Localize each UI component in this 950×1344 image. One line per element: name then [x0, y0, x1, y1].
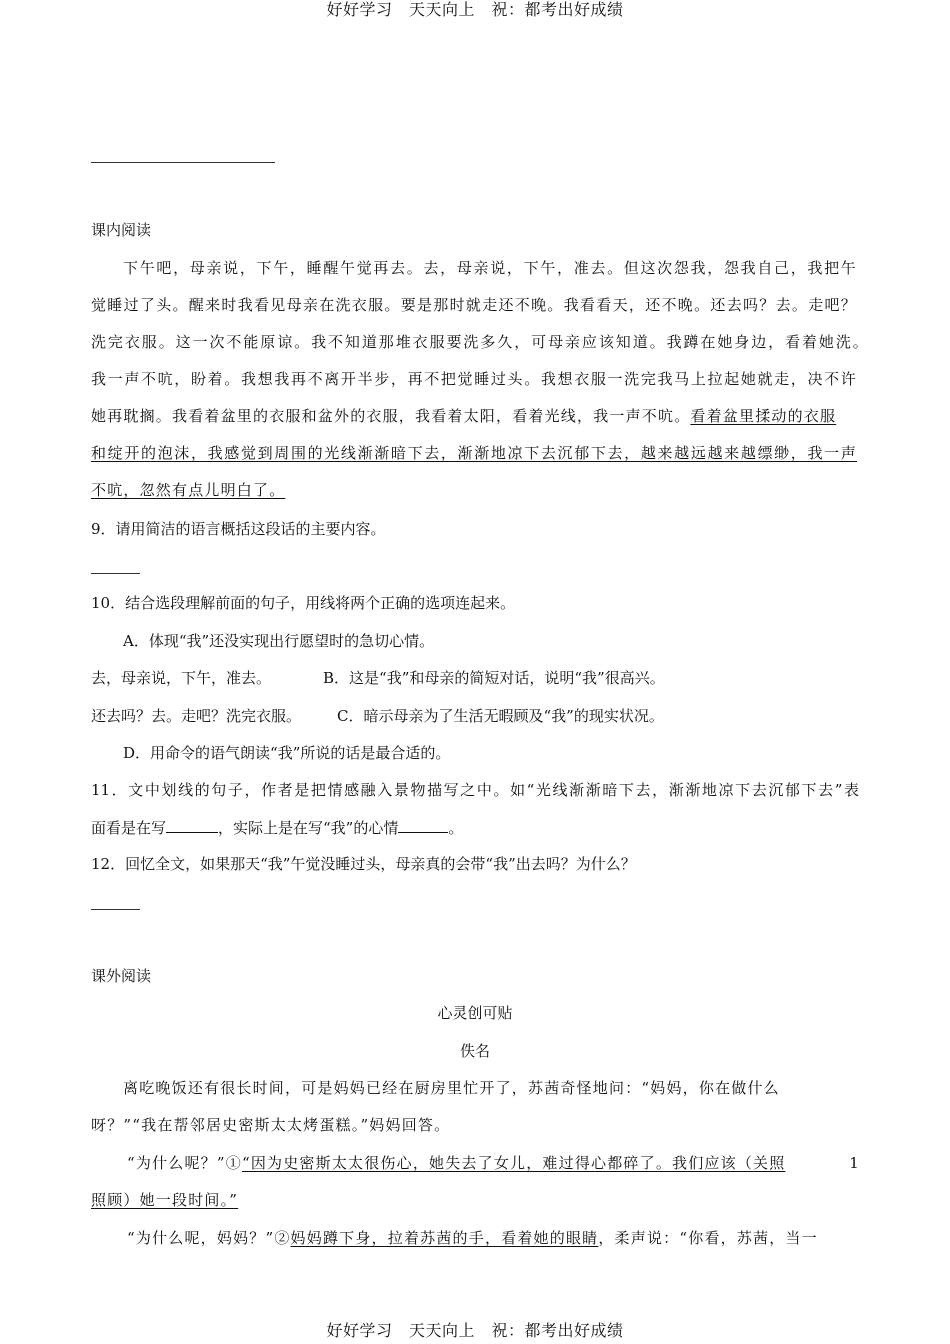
option-c: C．暗示母亲为了生活无暇顾及“我”的现实状况。: [337, 707, 664, 725]
underlined-sentence: 妈妈蹲下身，拉着苏茜的手，看着她的眼睛: [290, 1229, 599, 1247]
q11-text: 面看是在写: [91, 819, 167, 837]
story-text: ，柔声说：“你看，苏茜，当一: [598, 1229, 818, 1247]
passage-line: 洗完衣服。这一次不能原谅。我不知道那堆衣服要洗多久，可母亲应该知道。我蹲在她身边，看着她洗。: [91, 333, 869, 351]
underlined-sentence: 不吭，忽然有点儿明白了。: [91, 481, 286, 499]
passage-line: 下午吧，母亲说，下午，睡醒午觉再去。去，母亲说，下午，准去。但这次怨我，怨我自己，我把午: [123, 259, 857, 277]
question-11: 11．文中划线的句子，作者是把情感融入景物描写之中。如“光线渐渐暗下去，渐渐地凉下去沉郁下去”表: [91, 781, 859, 799]
story-line: 离吃晚饭还有很长时间，可是妈妈已经在厨房里忙开了，苏茜奇怪地问：“妈妈，你在做什么: [123, 1079, 780, 1097]
question-10: 10．结合选段理解前面的句子，用线将两个正确的选项连起来。: [91, 594, 516, 612]
story-title: 心灵创可贴: [437, 1004, 513, 1022]
underlined-sentence: 照顾）她一段时间。”: [91, 1191, 239, 1209]
question-12: 12．回忆全文，如果那天“我”午觉没睡过头，母亲真的会带“我”出去吗？为什么？: [91, 855, 636, 873]
passage-line: 觉睡过了头。醒来时我看见母亲在洗衣服。要是那时就走还不晚。我看看天，还不晚。还去吗？去。走吧？: [91, 296, 857, 314]
story-line: 呀？”“我在帮邻居史密斯太太烤蛋糕。”妈妈回答。: [91, 1116, 451, 1134]
option-d: D．用命令的语气朗读“我”所说的话是最合适的。: [123, 744, 451, 762]
page-header: 好好学习 天天向上 祝：都考出好成绩: [326, 0, 624, 19]
section-title-extracurricular-reading: 课外阅读: [91, 967, 152, 985]
question-9: 9．请用简洁的语言概括这段话的主要内容。: [91, 520, 386, 538]
q11-text: 。: [448, 819, 464, 837]
answer-blank[interactable]: [398, 816, 448, 833]
q11-text: ，实际上是在写“我”的心情: [218, 819, 399, 837]
option-b: B．这是“我”和母亲的简短对话，说明“我”很高兴。: [323, 669, 665, 687]
story-text: “为什么呢？”①: [127, 1154, 242, 1172]
answer-blank-line[interactable]: [91, 909, 140, 910]
matching-row-2: [91, 705, 871, 727]
passage-text: 她再耽搁。我看着盆里的衣服和盆外的衣服，我看着太阳，看着光线，我一声不吭。: [91, 407, 691, 425]
matching-left-item-2: 还去吗？去。走吧？洗完衣服。: [91, 707, 302, 725]
passage-line: [91, 405, 857, 427]
underlined-sentence: 看着盆里揉动的衣服: [690, 407, 837, 425]
story-line: [127, 1227, 860, 1249]
story-line: [127, 1152, 860, 1174]
passage-line: 我一声不吭，盼着。我想我再不离开半步，再不把觉睡过头。我想衣服一洗完我马上拉起她就走，决不许: [91, 370, 857, 388]
footnote-marker: 1: [849, 1154, 860, 1172]
section-title-in-class-reading: 课内阅读: [91, 221, 152, 239]
separator-line: [91, 162, 275, 163]
underlined-sentence: “因为史密斯太太很伤心，她失去了女儿，难过得心都碎了。我们应该（关照: [241, 1154, 786, 1172]
matching-left-item-1: 去，母亲说，下午，准去。: [91, 669, 272, 687]
answer-blank-line[interactable]: [91, 573, 140, 574]
page-footer: 好好学习 天天向上 祝：都考出好成绩: [326, 1321, 624, 1340]
option-a: A．体现“我”还没实现出行愿望时的急切心情。: [123, 632, 435, 650]
story-author: 佚名: [459, 1042, 490, 1060]
underlined-sentence: 和绽开的泡沫，我感觉到周围的光线渐渐暗下去，渐渐地凉下去沉郁下去，越来越远越来越缥缈，我一声: [91, 444, 857, 462]
story-text: “为什么呢，妈妈？”②: [127, 1229, 291, 1247]
question-11-continued: [91, 816, 871, 839]
matching-row-1: [91, 667, 871, 689]
answer-blank[interactable]: [166, 816, 218, 833]
